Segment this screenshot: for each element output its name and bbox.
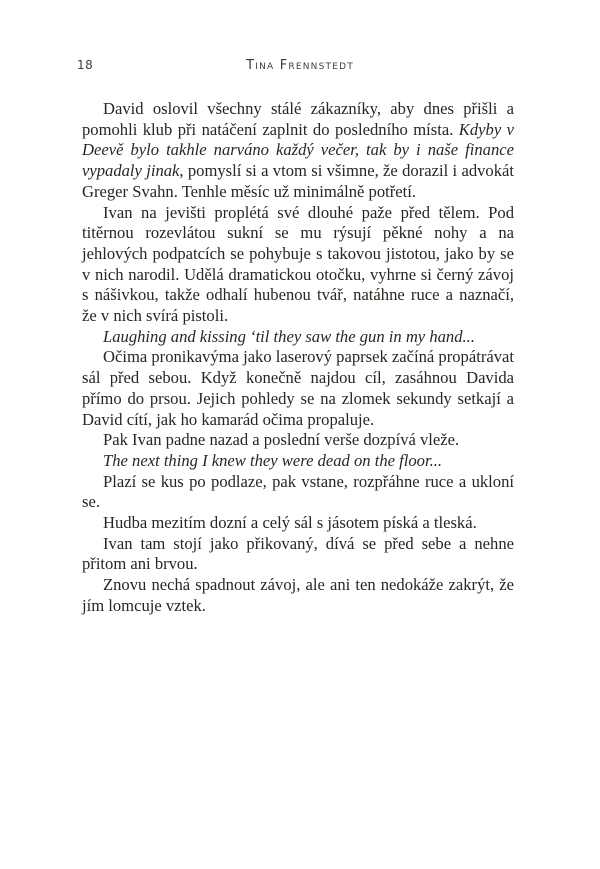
paragraph: [82, 575, 514, 616]
paragraph: [82, 203, 514, 327]
text-segment: Očima pronikavýma jako laserový paprsek začíná propátrávat sál před sebou. Když konečně najdou cíl, zasáhnou Davida přímo do prsou. Jejich pohledy se na zlomek sekundy setkají a David cítí, jak ho kamarád očima propaluje.: [82, 347, 514, 429]
text-segment: Pak Ivan padne nazad a poslední verše dozpívá vleže.: [103, 430, 460, 450]
running-head-author: Tina Frennstedt: [246, 58, 354, 73]
page-number: 18: [77, 58, 94, 72]
paragraph: [82, 472, 514, 513]
italic-thought: Kdyby v Deevě bylo takhle narváno každý večer, tak by i naše finance vypadaly jinak: [82, 119, 515, 181]
text-segment: Ivan na jevišti proplétá své dlouhé paže před tělem. Pod titěrnou rozevlátou sukní se mu rýsují pěkné nohy a na jehlových podpatcích se pohybuje s takovou jistotou, jako by se v nich narodil. Udělá dramatickou otočku, vyhrne si černý závoj s nášivkou, takže odhalí hubenou tvář, natáhne ruce a naznačí, že v nich svírá pistoli.: [82, 202, 514, 326]
text-segment: David oslovil všechny stálé zákazníky, aby dnes přišli a pomohli klub při natáčení zaplnit do posledního místa.: [82, 99, 514, 139]
paragraph: [82, 430, 514, 451]
song-lyric: [82, 451, 514, 472]
italic-lyric: Laughing and kissing ‘til they saw the gun in my hand...: [103, 326, 475, 346]
song-lyric: [82, 327, 514, 348]
text-segment: Ivan tam stojí jako přikovaný, dívá se před sebe a nehne přitom ani brvou.: [82, 533, 514, 574]
paragraph: [82, 513, 514, 534]
text-segment: Hudba mezitím dozní a celý sál s jásotem píská a tleská.: [103, 513, 477, 533]
text-segment: Plazí se kus po podlaze, pak vstane, rozpřáhne ruce a ukloní se.: [82, 471, 514, 512]
body-text: [82, 99, 514, 617]
paragraph: [82, 534, 514, 575]
italic-lyric: The next thing I knew they were dead on the floor...: [103, 450, 443, 470]
text-segment: Znovu nechá spadnout závoj, ale ani ten nedokáže zakrýt, že jím lomcuje vztek.: [82, 575, 514, 615]
running-head: [0, 58, 600, 78]
text-segment: , pomyslí si a vtom si všimne, že dorazil i advokát Greger Svahn. Tenhle měsíc už minimálně potřetí.: [82, 161, 514, 201]
paragraph: [82, 99, 514, 203]
paragraph: [82, 347, 514, 430]
